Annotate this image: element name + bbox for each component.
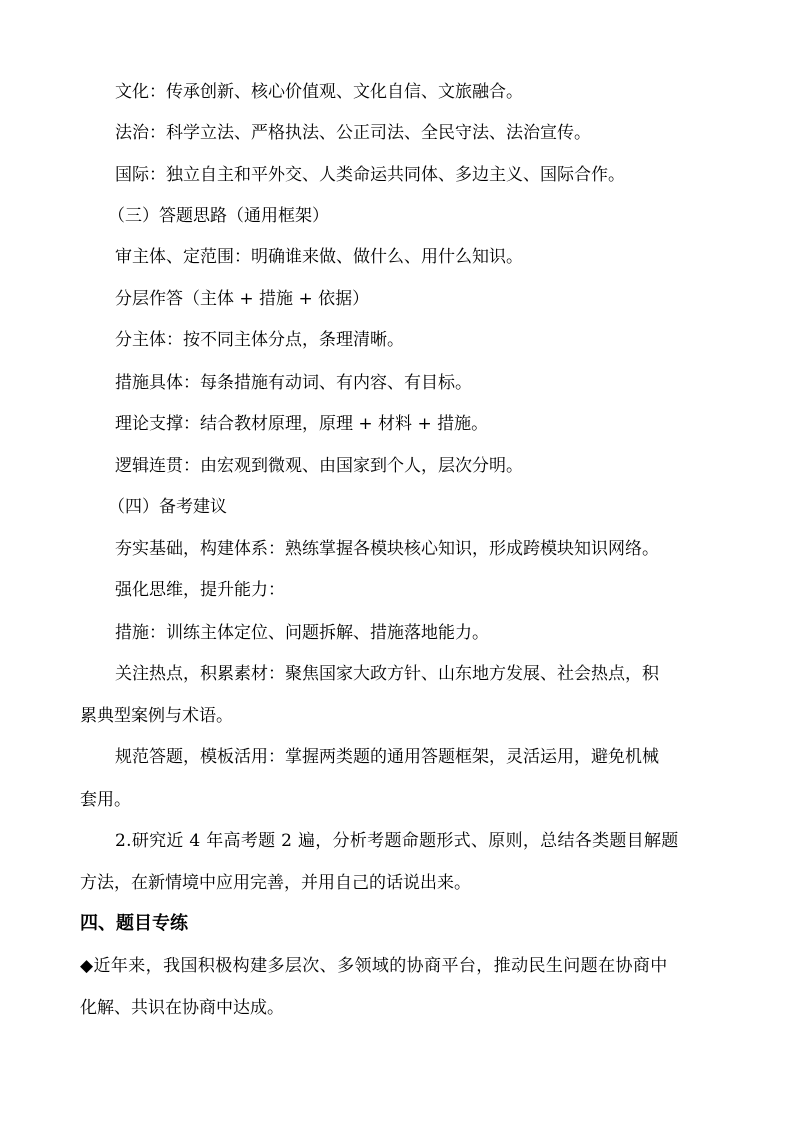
by-subject-line: 分主体：按不同主体分点，条理清晰。: [115, 330, 404, 350]
diamond-bullet-icon: ◆: [80, 956, 94, 976]
foundation-line: 夯实基础，构建体系：熟练掌握各模块核心知识，形成跨模块知识网络。: [115, 539, 659, 559]
theory-support-line: 理论支撑：结合教材原理，原理 + 材料 + 措施。: [115, 414, 489, 434]
section-4-heading: （四）备考建议: [108, 497, 227, 517]
thinking-line: 强化思维，提升能力：: [115, 580, 285, 600]
question-line-1: [80, 956, 668, 976]
logical-coherence-line: 逻辑连贯：由宏观到微观、由国家到个人，层次分明。: [115, 456, 523, 476]
hotspots-line-1: 关注热点，积累素材：聚焦国家大政方针、山东地方发展、社会热点，积: [115, 664, 659, 684]
culture-line: 文化：传承创新、核心价值观、文化自信、文旅融合。: [115, 82, 523, 102]
section-3-heading: （三）答题思路（通用框架）: [108, 206, 329, 226]
question-text-1: 近年来，我国积极构建多层次、多领域的协商平台，推动民生问题在协商中: [93, 956, 668, 976]
rule-of-law-line: 法治：科学立法、严格执法、公正司法、全民守法、法治宣传。: [115, 123, 591, 143]
hotspots-line-2: 累典型案例与术语。: [80, 706, 233, 726]
template-line-1: 规范答题，模板活用：掌握两类题的通用答题框架，灵活运用，避免机械: [115, 747, 659, 767]
study-line-1: 2.研究近 4 年高考题 2 遍，分析考题命题形式、原则，总结各类题目解题: [115, 831, 679, 851]
international-line: 国际：独立自主和平外交、人类命运共同体、多边主义、国际合作。: [115, 165, 625, 185]
part-4-heading: 四、题目专练: [80, 913, 188, 934]
study-line-2: 方法，在新情境中应用完善，并用自己的话说出来。: [80, 873, 471, 893]
measures-line: 措施：训练主体定位、问题拆解、措施落地能力。: [115, 623, 489, 643]
subject-scope-line: 审主体、定范围：明确谁来做、做什么、用什么知识。: [115, 247, 523, 267]
layered-answer-line: 分层作答（主体 + 措施 + 依据）: [115, 289, 370, 309]
question-line-2: 化解、共识在协商中达成。: [80, 998, 284, 1018]
specific-measures-line: 措施具体：每条措施有动词、有内容、有目标。: [115, 373, 472, 393]
template-line-2: 套用。: [80, 790, 131, 810]
